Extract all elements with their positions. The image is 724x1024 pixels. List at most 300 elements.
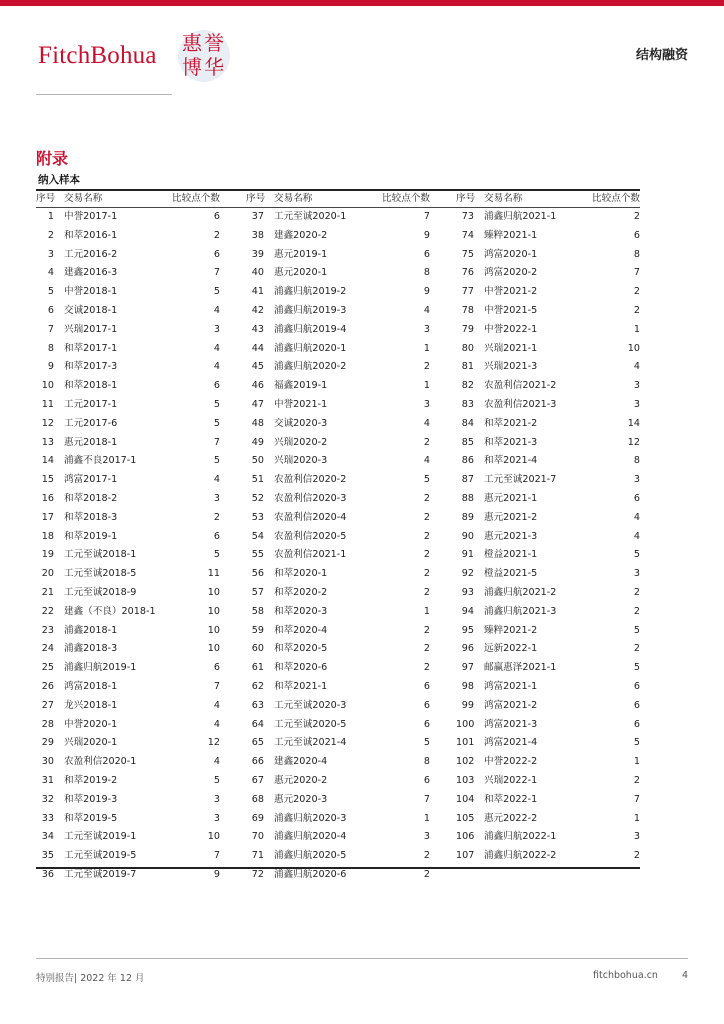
transaction-name: 福鑫2019-1: [274, 380, 328, 392]
transaction-name: 农盈利信2021-1: [274, 549, 347, 561]
section-title: 结构融资: [635, 48, 688, 63]
table-row: [246, 434, 430, 453]
row-number: 70: [251, 831, 264, 843]
transaction-name: 浦鑫归航2020-1: [274, 342, 347, 354]
transaction-name: 工元2017-1: [64, 398, 118, 410]
table-row: [246, 452, 430, 471]
comparison-count: 3: [213, 323, 220, 335]
comparison-count: 10: [627, 342, 640, 354]
row-number: 65: [251, 737, 264, 749]
comparison-count: 8: [423, 756, 430, 768]
transaction-name: 惠元2021-3: [484, 530, 538, 542]
comparison-count: 2: [633, 643, 640, 655]
transaction-name: 和萃2018-1: [64, 380, 118, 392]
transaction-name: 工元至诚2019-5: [64, 850, 137, 862]
comparison-count: 7: [213, 267, 220, 279]
row-number: 35: [41, 850, 54, 862]
transaction-name: 浦鑫归航2021-1: [484, 211, 557, 222]
row-number: 18: [41, 530, 54, 542]
table-row: [36, 471, 220, 490]
row-number: 33: [41, 812, 54, 824]
row-number: 20: [41, 568, 54, 580]
table-row: [246, 321, 430, 340]
comparison-count: 4: [633, 530, 640, 542]
transaction-name: 和萃2020-1: [274, 568, 328, 580]
transaction-name: 浦鑫2018-3: [64, 643, 118, 655]
comparison-count: 5: [213, 774, 220, 786]
row-number: 30: [41, 756, 54, 768]
transaction-name: 惠元2020-2: [274, 774, 328, 786]
comparison-count: 4: [633, 361, 640, 373]
comparison-count: 7: [423, 211, 430, 222]
row-number: 28: [41, 718, 54, 730]
table-row: [36, 772, 220, 791]
transaction-name: 浦鑫归航2022-1: [484, 831, 557, 843]
comparison-count: 2: [633, 605, 640, 617]
transaction-name: 工元2017-6: [64, 417, 118, 429]
table-row: [246, 753, 430, 772]
comparison-count: 8: [633, 248, 640, 260]
comparison-count: 2: [423, 850, 430, 862]
table-row: [456, 321, 640, 340]
transaction-name: 龙兴2018-1: [64, 699, 118, 711]
transaction-name: 鸿富2020-2: [484, 267, 538, 279]
row-number: 3: [47, 248, 54, 260]
table-row: [456, 208, 640, 227]
row-number: 77: [461, 286, 474, 298]
row-number: 42: [251, 304, 264, 316]
transaction-name: 农盈利信2020-1: [64, 756, 137, 768]
comparison-count: 2: [423, 436, 430, 448]
header-no: 序号: [246, 193, 266, 204]
transaction-name: 工元至诚2020-1: [274, 211, 347, 222]
logo-seal: [174, 28, 236, 86]
transaction-name: 橙益2021-1: [484, 549, 538, 561]
transaction-name: 惠元2020-1: [274, 267, 328, 279]
transaction-name: 中誉2021-2: [484, 286, 538, 298]
comparison-count: 6: [213, 530, 220, 542]
comparison-count: 10: [207, 643, 220, 655]
comparison-count: 7: [213, 680, 220, 692]
comparison-count: 6: [423, 248, 430, 260]
row-number: 73: [461, 211, 474, 222]
comparison-count: 6: [213, 380, 220, 392]
row-number: 46: [251, 380, 264, 392]
comparison-count: 4: [213, 474, 220, 486]
transaction-name: 浦鑫归航2022-2: [484, 850, 557, 862]
row-number: 83: [461, 398, 474, 410]
table-row: [36, 377, 220, 396]
row-number: 6: [47, 304, 54, 316]
row-number: 9: [47, 361, 54, 373]
table-row: [246, 697, 430, 716]
row-number: 90: [461, 530, 474, 542]
row-number: 82: [461, 380, 474, 392]
row-number: 25: [41, 662, 54, 674]
row-number: 78: [461, 304, 474, 316]
transaction-name: 兴瑞2021-1: [484, 342, 538, 354]
comparison-count: 4: [213, 304, 220, 316]
table-row: [246, 603, 430, 622]
appendix-heading: 附录: [36, 149, 69, 168]
transaction-name: 和萃2019-5: [64, 812, 118, 824]
table-row: [246, 678, 430, 697]
comparison-count: 4: [423, 304, 430, 316]
comparison-count: 4: [213, 756, 220, 768]
table-row: [246, 302, 430, 321]
table-row: [36, 866, 220, 885]
comparison-count: 4: [423, 417, 430, 429]
table-row: [36, 434, 220, 453]
comparison-count: 2: [423, 643, 430, 655]
row-number: 84: [461, 417, 474, 429]
transaction-name: 浦鑫归航2021-2: [484, 586, 557, 598]
row-number: 14: [41, 455, 54, 467]
comparison-count: 5: [633, 624, 640, 636]
logo-divider: [36, 94, 172, 95]
transaction-name: 浦鑫归航2021-3: [484, 605, 557, 617]
row-number: 40: [251, 267, 264, 279]
table-row: [456, 847, 640, 866]
transaction-name: 农盈利信2021-3: [484, 398, 557, 410]
table-row: [36, 659, 220, 678]
row-number: 60: [251, 643, 264, 655]
row-number: 98: [461, 680, 474, 692]
table-row: [246, 264, 430, 283]
row-number: 23: [41, 624, 54, 636]
row-number: 51: [251, 474, 264, 486]
row-number: 26: [41, 680, 54, 692]
row-number: 17: [41, 511, 54, 523]
comparison-count: 3: [633, 568, 640, 580]
table-row: [246, 565, 430, 584]
footer-right: [593, 970, 688, 981]
row-number: 21: [41, 586, 54, 598]
comparison-count: 2: [423, 662, 430, 674]
transaction-name: 工元至诚2020-3: [274, 699, 347, 711]
comparison-count: 5: [213, 286, 220, 298]
row-number: 97: [461, 662, 474, 674]
comparison-count: 5: [213, 398, 220, 410]
transaction-name: 惠元2021-2: [484, 511, 538, 523]
transaction-name: 鸿富2021-4: [484, 737, 538, 749]
transaction-name: 农盈利信2020-5: [274, 530, 347, 542]
comparison-count: 2: [423, 511, 430, 523]
transaction-name: 建鑫（不良）2018-1: [64, 605, 156, 617]
transaction-name: 农盈利信2020-4: [274, 511, 347, 523]
comparison-count: 4: [213, 361, 220, 373]
row-number: 71: [251, 850, 264, 862]
table-row: [456, 716, 640, 735]
comparison-count: 2: [423, 868, 430, 880]
row-number: 29: [41, 737, 54, 749]
comparison-count: 2: [423, 530, 430, 542]
row-number: 92: [461, 568, 474, 580]
table-row: [246, 246, 430, 265]
transaction-name: 鸿富2021-3: [484, 718, 538, 730]
table-row: [36, 584, 220, 603]
table-row: [246, 866, 430, 885]
transaction-name: 兴瑞2020-2: [274, 436, 328, 448]
transaction-name: 浦鑫不良2017-1: [64, 455, 137, 467]
row-number: 86: [461, 455, 474, 467]
row-number: 53: [251, 511, 264, 523]
transaction-name: 浦鑫归航2019-3: [274, 304, 347, 316]
table-header-row: [246, 190, 430, 207]
table-row: [456, 584, 640, 603]
table-row: [36, 415, 220, 434]
transaction-name: 和萃2020-5: [274, 643, 328, 655]
comparison-count: 4: [423, 455, 430, 467]
table-row: [36, 847, 220, 866]
table-row: [246, 659, 430, 678]
comparison-count: 3: [633, 831, 640, 843]
row-number: 4: [47, 267, 54, 279]
row-number: 12: [41, 417, 54, 429]
row-number: 89: [461, 511, 474, 523]
table-row: [36, 283, 220, 302]
comparison-count: 1: [633, 323, 640, 335]
transaction-name: 和萃2020-6: [274, 662, 328, 674]
row-number: 93: [461, 586, 474, 598]
row-number: 106: [456, 831, 475, 843]
table-row: [36, 640, 220, 659]
row-number: 11: [41, 398, 54, 410]
comparison-count: 5: [213, 455, 220, 467]
comparison-count: 7: [423, 793, 430, 805]
table-row: [36, 490, 220, 509]
table-row: [456, 734, 640, 753]
table-row: [456, 565, 640, 584]
table-row: [456, 377, 640, 396]
transaction-name: 中誉2021-5: [484, 304, 538, 316]
comparison-count: 1: [423, 812, 430, 824]
row-number: 43: [251, 323, 264, 335]
table-row: [456, 396, 640, 415]
footer-report-date: 特别报告| 2022 年 12 月: [36, 973, 145, 984]
table-row: [246, 358, 430, 377]
comparison-count: 2: [633, 286, 640, 298]
transaction-name: 浦鑫归航2019-2: [274, 286, 347, 298]
transaction-name: 兴瑞2020-1: [64, 737, 118, 749]
comparison-count: 2: [633, 774, 640, 786]
transaction-name: 浦鑫归航2019-4: [274, 323, 347, 335]
transaction-name: 浦鑫2018-1: [64, 624, 118, 636]
transaction-name: 和萃2019-2: [64, 774, 118, 786]
comparison-count: 3: [213, 793, 220, 805]
row-number: 39: [251, 248, 264, 260]
footer-divider: [36, 958, 688, 959]
table-row: [246, 828, 430, 847]
transaction-name: 和萃2020-4: [274, 624, 328, 636]
comparison-count: 3: [423, 323, 430, 335]
row-number: 91: [461, 549, 474, 561]
transaction-name: 工元2016-2: [64, 248, 118, 260]
table-row: [456, 791, 640, 810]
comparison-count: 6: [423, 774, 430, 786]
row-number: 61: [251, 662, 264, 674]
table-row: [36, 716, 220, 735]
row-number: 64: [251, 718, 264, 730]
row-number: 27: [41, 699, 54, 711]
row-number: 1: [47, 211, 54, 222]
transaction-name: 农盈利信2021-2: [484, 380, 557, 392]
page-number: 4: [681, 970, 688, 981]
table-row: [36, 340, 220, 359]
comparison-count: 9: [423, 286, 430, 298]
header-count: 比较点个数: [172, 193, 220, 204]
table-row: [456, 227, 640, 246]
comparison-count: 2: [213, 229, 220, 241]
table-header-row: [456, 190, 640, 207]
comparison-count: 2: [633, 850, 640, 862]
table-row: [246, 810, 430, 829]
row-number: 2: [47, 229, 54, 241]
transaction-name: 鸿富2018-1: [64, 680, 118, 692]
comparison-count: 5: [423, 474, 430, 486]
comparison-count: 2: [423, 361, 430, 373]
transaction-name: 兴瑞2020-3: [274, 455, 328, 467]
row-number: 68: [251, 793, 264, 805]
comparison-count: 1: [633, 812, 640, 824]
transaction-name: 兴瑞2022-1: [484, 774, 538, 786]
comparison-count: 3: [213, 492, 220, 504]
table-row: [246, 208, 430, 227]
transaction-name: 邮赢惠泽2021-1: [484, 662, 557, 674]
row-number: 58: [251, 605, 264, 617]
transaction-name: 远新2022-1: [484, 643, 538, 655]
table-row: [456, 528, 640, 547]
header-count: 比较点个数: [382, 193, 430, 204]
comparison-count: 10: [207, 624, 220, 636]
comparison-count: 5: [213, 417, 220, 429]
comparison-count: 3: [633, 398, 640, 410]
table-row: [36, 396, 220, 415]
comparison-count: 3: [423, 398, 430, 410]
row-number: 24: [41, 643, 54, 655]
transaction-name: 惠元2018-1: [64, 436, 118, 448]
table-caption: 纳入样本: [38, 174, 80, 186]
row-number: 76: [461, 267, 474, 279]
transaction-name: 中誉2017-1: [64, 211, 118, 222]
row-number: 15: [41, 474, 54, 486]
table-row: [36, 246, 220, 265]
comparison-count: 6: [423, 699, 430, 711]
table-column-1: [36, 190, 220, 885]
header-name: 交易名称: [274, 193, 313, 204]
transaction-name: 和萃2019-3: [64, 793, 118, 805]
row-number: 62: [251, 680, 264, 692]
comparison-count: 9: [423, 229, 430, 241]
row-number: 57: [251, 586, 264, 598]
header-name: 交易名称: [484, 193, 523, 204]
comparison-count: 6: [213, 211, 220, 222]
comparison-count: 8: [633, 455, 640, 467]
table-row: [456, 640, 640, 659]
row-number: 36: [41, 868, 54, 880]
comparison-count: 1: [633, 756, 640, 768]
transaction-name: 和萃2021-3: [484, 436, 538, 448]
table-row: [456, 659, 640, 678]
row-number: 55: [251, 549, 264, 561]
transaction-name: 兴瑞2021-3: [484, 361, 538, 373]
comparison-count: 6: [633, 229, 640, 241]
footer-website[interactable]: fitchbohua.cn: [593, 970, 658, 981]
comparison-count: 6: [633, 718, 640, 730]
table-row: [456, 546, 640, 565]
row-number: 56: [251, 568, 264, 580]
comparison-count: 6: [423, 680, 430, 692]
row-number: 99: [461, 699, 474, 711]
transaction-name: 工元至诚2021-7: [484, 474, 557, 486]
table-row: [36, 452, 220, 471]
header-name: 交易名称: [64, 193, 103, 204]
transaction-name: 臻粹2021-1: [484, 229, 538, 241]
transaction-name: 交诚2018-1: [64, 304, 118, 316]
comparison-count: 2: [423, 586, 430, 598]
table-row: [456, 434, 640, 453]
table-row: [246, 509, 430, 528]
row-number: 52: [251, 492, 264, 504]
comparison-count: 2: [213, 511, 220, 523]
row-number: 74: [461, 229, 474, 241]
comparison-count: 2: [423, 624, 430, 636]
table-header-row: [36, 190, 220, 207]
transaction-name: 工元至诚2021-4: [274, 737, 347, 749]
comparison-count: 2: [633, 211, 640, 222]
table-row: [456, 415, 640, 434]
table-row: [456, 471, 640, 490]
table-row: [36, 565, 220, 584]
table-row: [456, 603, 640, 622]
table-row: [456, 264, 640, 283]
table-row: [456, 340, 640, 359]
row-number: 16: [41, 492, 54, 504]
row-number: 88: [461, 492, 474, 504]
comparison-count: 9: [213, 868, 220, 880]
transaction-name: 建鑫2020-2: [274, 229, 328, 241]
transaction-name: 和萃2018-3: [64, 511, 118, 523]
table-row: [456, 678, 640, 697]
comparison-count: 3: [633, 474, 640, 486]
transaction-name: 兴瑞2017-1: [64, 323, 118, 335]
row-number: 75: [461, 248, 474, 260]
transaction-name: 中誉2020-1: [64, 718, 118, 730]
table-row: [456, 828, 640, 847]
transaction-name: 中誉2022-2: [484, 756, 538, 768]
table-row: [456, 302, 640, 321]
row-number: 79: [461, 323, 474, 335]
table-row: [36, 358, 220, 377]
table-row: [36, 734, 220, 753]
row-number: 22: [41, 605, 54, 617]
table-row: [36, 791, 220, 810]
comparison-count: 12: [627, 436, 640, 448]
transaction-name: 工元至诚2018-5: [64, 568, 137, 580]
transaction-name: 臻粹2021-2: [484, 624, 538, 636]
row-number: 8: [47, 342, 54, 354]
transaction-name: 和萃2021-2: [484, 417, 538, 429]
seal-char: 誉: [204, 31, 224, 55]
transaction-name: 惠元2020-3: [274, 793, 328, 805]
table-row: [246, 471, 430, 490]
table-row: [36, 622, 220, 641]
transaction-name: 中誉2022-1: [484, 323, 538, 335]
row-number: 54: [251, 530, 264, 542]
comparison-count: 1: [423, 380, 430, 392]
comparison-count: 2: [633, 586, 640, 598]
row-number: 63: [251, 699, 264, 711]
